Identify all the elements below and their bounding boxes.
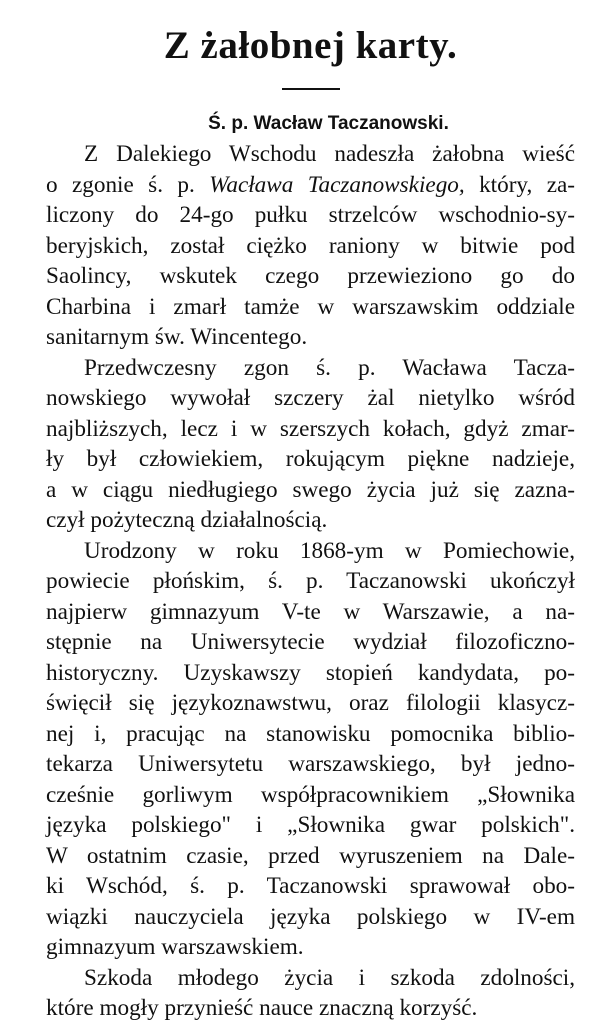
name-italic: Wacława Taczanowskiego,	[209, 171, 465, 198]
text-line: cześnie gorliwym współpracownikiem „Słownika	[46, 781, 575, 808]
text-line: stępnie na Uniwersytecie wydział filozoficzno-	[46, 629, 575, 655]
text-line: najbliższych, lecz i w szerszych kołach, gdyż zmar-	[46, 415, 575, 442]
text-line: nowskiego wywołał szczery żal nietylko wśród	[46, 385, 575, 411]
text-line: Przedwczesny zgon ś. p. Wacława Tacza-	[84, 354, 575, 381]
text-line: które mogły przynieść nauce znaczną korzyść.	[46, 995, 478, 1021]
text-line: Charbina i zmarł tamże w warszawskim oddziale	[46, 293, 575, 320]
text-line: historyczny. Uzyskawszy stopień kandydata, po-	[46, 659, 575, 686]
text-line: liczony do 24-go pułku strzelców wschodnio-sy-	[46, 202, 575, 228]
paragraph-2	[46, 353, 575, 536]
paragraph-3	[46, 536, 575, 963]
text-line: święcił się językoznawstwu, oraz filologii klasycz-	[46, 690, 575, 716]
text-line: ki Wschód, ś. p. Taczanowski sprawował obo-	[46, 873, 575, 899]
text-line: wiązki nauczyciela języka polskiego w IV-em	[46, 903, 575, 930]
text-line: ły był człowiekiem, rokującym piękne nadzieje,	[46, 446, 575, 472]
obituary-heading: Ś. p. Wacław Taczanowski.	[208, 113, 449, 134]
text-line: sanitarnym św. Wincentego.	[46, 324, 308, 350]
text-line: czył pożyteczną działalnością.	[46, 507, 328, 533]
text-line: powiecie płońskim, ś. p. Taczanowski ukończył	[46, 568, 575, 594]
text-line: gimnazyum warszawskiem.	[46, 934, 304, 960]
text-line: beryjskich, został ciężko raniony w bitwie pod	[46, 232, 575, 259]
text-line: tekarza Uniwersytetu warszawskiego, był jedno-	[46, 751, 575, 777]
text-line: Urodzony w roku 1868-ym w Pomiechowie,	[84, 537, 575, 564]
text-line: a w ciągu niedługiego swego życia już się zazna-	[46, 476, 575, 503]
article	[46, 22, 575, 1024]
article-body	[46, 139, 575, 1024]
text-line: W ostatnim czasie, przed wyruszeniem na Dale-	[46, 842, 575, 869]
text-segment: o zgonie ś. p.	[46, 171, 210, 198]
text-line	[46, 170, 575, 201]
paragraph-1	[46, 139, 575, 353]
title-divider	[282, 88, 340, 90]
text-line: Szkoda młodego życia i szkoda zdolności,	[84, 964, 575, 991]
article-title: Z żałobnej karty.	[163, 24, 458, 67]
text-line: Saolincy, wskutek czego przewieziono go do	[46, 263, 575, 289]
text-line: najpierw gimnazyum V-te w Warszawie, a na-	[46, 598, 575, 625]
paragraph-4	[46, 963, 575, 1024]
text-segment: który, za-	[464, 171, 576, 198]
text-line: Z Dalekiego Wschodu nadeszła żałobna wieść	[84, 141, 575, 167]
text-line: języka polskiego" i „Słownika gwar polskich".	[46, 812, 575, 838]
text-line: nej i, pracując na stanowisku pomocnika biblio-	[46, 720, 575, 747]
